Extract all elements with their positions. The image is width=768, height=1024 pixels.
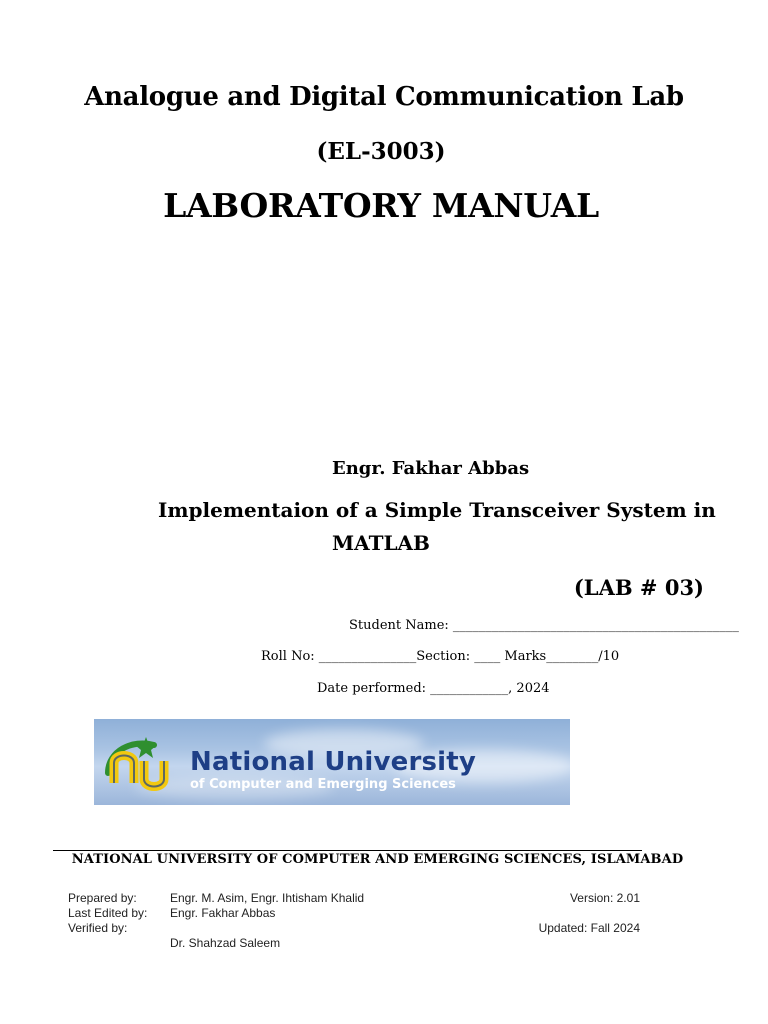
course-title: Analogue and Digital Communication Lab bbox=[84, 82, 684, 112]
manual-title: LABORATORY MANUAL bbox=[163, 186, 599, 225]
student-name-field: Student Name: ____________________________________________ bbox=[349, 618, 739, 633]
prepared-by-value: Engr. M. Asim, Engr. Ihtisham Khalid bbox=[170, 891, 365, 905]
prepared-by-label: Prepared by: bbox=[68, 891, 137, 905]
instructor-name: Engr. Fakhar Abbas bbox=[332, 458, 530, 479]
course-code: (EL-3003) bbox=[316, 138, 446, 165]
banner-university-name: National University bbox=[190, 747, 477, 777]
university-banner bbox=[94, 719, 570, 805]
lab-title-line-1: Implementaion of a Simple Transceiver System in bbox=[158, 498, 716, 522]
lab-title-line-2: MATLAB bbox=[332, 531, 430, 555]
verified-by-label: Verified by: bbox=[68, 921, 128, 935]
updated-text: Updated: Fall 2024 bbox=[538, 921, 640, 935]
last-edited-value: Engr. Fakhar Abbas bbox=[170, 906, 276, 920]
roll-section-marks-field: Roll No: _______________Section: ____ Marks________/10 bbox=[261, 649, 620, 664]
nu-logo-icon bbox=[102, 733, 186, 797]
last-edited-label: Last Edited by: bbox=[68, 906, 148, 920]
verified-by-value: Dr. Shahzad Saleem bbox=[170, 936, 281, 950]
version-text: Version: 2.01 bbox=[569, 891, 640, 905]
footer-divider bbox=[53, 850, 642, 851]
lab-number: (LAB # 03) bbox=[573, 575, 704, 600]
date-performed-field: Date performed: ____________, 2024 bbox=[317, 681, 550, 696]
banner-university-subtitle: of Computer and Emerging Sciences bbox=[190, 777, 456, 792]
footer-university-name: NATIONAL UNIVERSITY OF COMPUTER AND EMERGING SCIENCES, ISLAMABAD bbox=[71, 852, 684, 867]
